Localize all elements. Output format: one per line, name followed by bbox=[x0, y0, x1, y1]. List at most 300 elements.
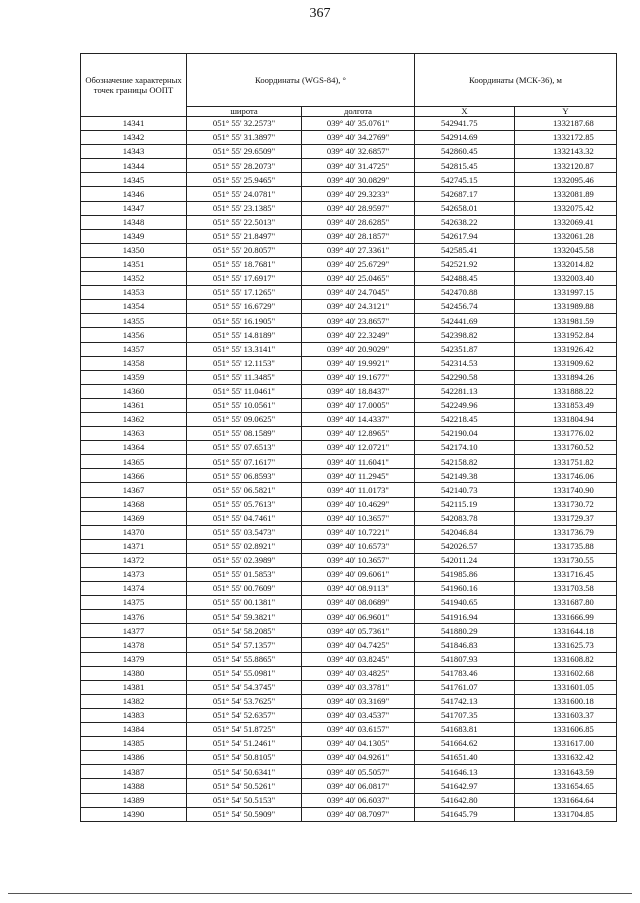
x-cell: 541783.46 bbox=[415, 666, 515, 680]
y-cell: 1332081.89 bbox=[515, 187, 617, 201]
point-id-cell: 14376 bbox=[81, 610, 187, 624]
latitude-cell: 051° 55' 22.5013" bbox=[187, 215, 302, 229]
latitude-cell: 051° 54' 57.1357" bbox=[187, 638, 302, 652]
page-number: 367 bbox=[309, 6, 331, 21]
table-row bbox=[81, 483, 617, 497]
table-row bbox=[81, 708, 617, 722]
y-cell: 1332003.40 bbox=[515, 272, 617, 286]
latitude-cell: 051° 55' 07.6513" bbox=[187, 441, 302, 455]
latitude-cell: 051° 55' 17.1265" bbox=[187, 286, 302, 300]
x-cell: 541916.94 bbox=[415, 610, 515, 624]
latitude-cell: 051° 55' 11.3485" bbox=[187, 370, 302, 384]
y-cell: 1331760.52 bbox=[515, 441, 617, 455]
y-cell: 1331730.72 bbox=[515, 497, 617, 511]
latitude-cell: 051° 55' 18.7681" bbox=[187, 257, 302, 271]
point-id-cell: 14377 bbox=[81, 624, 187, 638]
x-cell: 541664.62 bbox=[415, 737, 515, 751]
longitude-cell: 039° 40' 25.6729" bbox=[302, 257, 415, 271]
latitude-cell: 051° 54' 55.8865" bbox=[187, 652, 302, 666]
latitude-cell: 051° 54' 51.8725" bbox=[187, 723, 302, 737]
x-cell: 542115.19 bbox=[415, 497, 515, 511]
table-row bbox=[81, 441, 617, 455]
x-cell: 542281.13 bbox=[415, 384, 515, 398]
point-id-cell: 14358 bbox=[81, 356, 187, 370]
x-cell: 542026.57 bbox=[415, 539, 515, 553]
x-cell: 541651.40 bbox=[415, 751, 515, 765]
point-id-cell: 14365 bbox=[81, 455, 187, 469]
longitude-cell: 039° 40' 08.0689" bbox=[302, 596, 415, 610]
x-cell: 542158.82 bbox=[415, 455, 515, 469]
latitude-cell: 051° 54' 50.8105" bbox=[187, 751, 302, 765]
table-header-row bbox=[81, 54, 617, 107]
longitude-cell: 039° 40' 32.6857" bbox=[302, 145, 415, 159]
y-cell: 1331601.05 bbox=[515, 680, 617, 694]
latitude-cell: 051° 55' 24.0781" bbox=[187, 187, 302, 201]
point-id-cell: 14379 bbox=[81, 652, 187, 666]
x-cell: 541646.13 bbox=[415, 765, 515, 779]
longitude-cell: 039° 40' 08.9113" bbox=[302, 582, 415, 596]
longitude-cell: 039° 40' 29.3233" bbox=[302, 187, 415, 201]
latitude-cell: 051° 55' 09.0625" bbox=[187, 412, 302, 426]
latitude-cell: 051° 54' 50.5153" bbox=[187, 793, 302, 807]
x-cell: 541742.13 bbox=[415, 694, 515, 708]
latitude-cell: 051° 54' 54.3745" bbox=[187, 680, 302, 694]
table-row bbox=[81, 370, 617, 384]
table-row bbox=[81, 300, 617, 314]
y-cell: 1332075.42 bbox=[515, 201, 617, 215]
point-id-cell: 14348 bbox=[81, 215, 187, 229]
latitude-cell: 051° 55' 21.8497" bbox=[187, 229, 302, 243]
y-cell: 1331664.64 bbox=[515, 793, 617, 807]
longitude-cell: 039° 40' 10.6573" bbox=[302, 539, 415, 553]
longitude-cell: 039° 40' 28.1857" bbox=[302, 229, 415, 243]
point-id-cell: 14378 bbox=[81, 638, 187, 652]
table-row bbox=[81, 356, 617, 370]
y-cell: 1331608.82 bbox=[515, 652, 617, 666]
longitude-cell: 039° 40' 28.6285" bbox=[302, 215, 415, 229]
longitude-cell: 039° 40' 10.3657" bbox=[302, 553, 415, 567]
point-id-cell: 14353 bbox=[81, 286, 187, 300]
longitude-cell: 039° 40' 06.0817" bbox=[302, 779, 415, 793]
table-row bbox=[81, 568, 617, 582]
table-row bbox=[81, 455, 617, 469]
point-id-cell: 14361 bbox=[81, 398, 187, 412]
y-cell: 1332061.28 bbox=[515, 229, 617, 243]
point-id-cell: 14372 bbox=[81, 553, 187, 567]
x-cell: 541846.83 bbox=[415, 638, 515, 652]
table-row bbox=[81, 779, 617, 793]
y-cell: 1331888.22 bbox=[515, 384, 617, 398]
x-cell: 542046.84 bbox=[415, 525, 515, 539]
y-cell: 1332095.46 bbox=[515, 173, 617, 187]
longitude-cell: 039° 40' 25.0465" bbox=[302, 272, 415, 286]
y-cell: 1331894.26 bbox=[515, 370, 617, 384]
point-id-cell: 14360 bbox=[81, 384, 187, 398]
table-row bbox=[81, 131, 617, 145]
y-cell: 1331600.18 bbox=[515, 694, 617, 708]
x-cell: 541683.81 bbox=[415, 723, 515, 737]
latitude-cell: 051° 55' 20.8057" bbox=[187, 243, 302, 257]
latitude-cell: 051° 55' 16.1905" bbox=[187, 314, 302, 328]
point-id-cell: 14354 bbox=[81, 300, 187, 314]
point-id-cell: 14381 bbox=[81, 680, 187, 694]
table-row bbox=[81, 723, 617, 737]
latitude-cell: 051° 55' 25.9465" bbox=[187, 173, 302, 187]
x-cell: 542617.94 bbox=[415, 229, 515, 243]
point-id-cell: 14344 bbox=[81, 159, 187, 173]
longitude-cell: 039° 40' 24.7045" bbox=[302, 286, 415, 300]
table-row bbox=[81, 596, 617, 610]
point-id-cell: 14352 bbox=[81, 272, 187, 286]
x-cell: 541707.35 bbox=[415, 708, 515, 722]
point-id-cell: 14343 bbox=[81, 145, 187, 159]
table-row bbox=[81, 582, 617, 596]
latitude-cell: 051° 55' 29.6509" bbox=[187, 145, 302, 159]
point-id-cell: 14380 bbox=[81, 666, 187, 680]
latitude-cell: 051° 55' 28.2073" bbox=[187, 159, 302, 173]
table-row bbox=[81, 117, 617, 131]
latitude-cell: 051° 55' 07.1617" bbox=[187, 455, 302, 469]
header-latitude: широта bbox=[187, 107, 302, 117]
latitude-cell: 051° 55' 11.0461" bbox=[187, 384, 302, 398]
point-id-cell: 14356 bbox=[81, 328, 187, 342]
point-id-cell: 14364 bbox=[81, 441, 187, 455]
longitude-cell: 039° 40' 10.7221" bbox=[302, 525, 415, 539]
y-cell: 1331729.37 bbox=[515, 511, 617, 525]
y-cell: 1331632.42 bbox=[515, 751, 617, 765]
header-longitude: долгота bbox=[302, 107, 415, 117]
x-cell: 542914.69 bbox=[415, 131, 515, 145]
table-row bbox=[81, 201, 617, 215]
point-id-cell: 14359 bbox=[81, 370, 187, 384]
x-cell: 542687.17 bbox=[415, 187, 515, 201]
longitude-cell: 039° 40' 19.9921" bbox=[302, 356, 415, 370]
y-cell: 1332172.85 bbox=[515, 131, 617, 145]
longitude-cell: 039° 40' 10.3657" bbox=[302, 511, 415, 525]
y-cell: 1331687.80 bbox=[515, 596, 617, 610]
point-id-cell: 14362 bbox=[81, 412, 187, 426]
point-id-cell: 14366 bbox=[81, 469, 187, 483]
table-row bbox=[81, 553, 617, 567]
longitude-cell: 039° 40' 03.3169" bbox=[302, 694, 415, 708]
x-cell: 541642.80 bbox=[415, 793, 515, 807]
y-cell: 1331703.58 bbox=[515, 582, 617, 596]
longitude-cell: 039° 40' 14.4337" bbox=[302, 412, 415, 426]
longitude-cell: 039° 40' 06.6037" bbox=[302, 793, 415, 807]
x-cell: 542083.78 bbox=[415, 511, 515, 525]
longitude-cell: 039° 40' 11.6041" bbox=[302, 455, 415, 469]
x-cell: 542218.45 bbox=[415, 412, 515, 426]
x-cell: 542190.04 bbox=[415, 427, 515, 441]
latitude-cell: 051° 55' 00.7609" bbox=[187, 582, 302, 596]
longitude-cell: 039° 40' 28.9597" bbox=[302, 201, 415, 215]
longitude-cell: 039° 40' 30.0829" bbox=[302, 173, 415, 187]
x-cell: 542941.75 bbox=[415, 117, 515, 131]
latitude-cell: 051° 55' 06.5821" bbox=[187, 483, 302, 497]
x-cell: 542745.15 bbox=[415, 173, 515, 187]
longitude-cell: 039° 40' 04.9261" bbox=[302, 751, 415, 765]
y-cell: 1331909.62 bbox=[515, 356, 617, 370]
table-row bbox=[81, 497, 617, 511]
point-id-cell: 14341 bbox=[81, 117, 187, 131]
table-body bbox=[81, 117, 617, 822]
point-id-cell: 14370 bbox=[81, 525, 187, 539]
longitude-cell: 039° 40' 17.0005" bbox=[302, 398, 415, 412]
x-cell: 542290.58 bbox=[415, 370, 515, 384]
y-cell: 1331735.88 bbox=[515, 539, 617, 553]
y-cell: 1332069.41 bbox=[515, 215, 617, 229]
table-row bbox=[81, 751, 617, 765]
point-id-cell: 14355 bbox=[81, 314, 187, 328]
x-cell: 542351.87 bbox=[415, 342, 515, 356]
footer-divider bbox=[8, 893, 632, 894]
table-row bbox=[81, 342, 617, 356]
table-row bbox=[81, 215, 617, 229]
latitude-cell: 051° 54' 50.5909" bbox=[187, 807, 302, 821]
y-cell: 1332120.87 bbox=[515, 159, 617, 173]
x-cell: 542149.38 bbox=[415, 469, 515, 483]
latitude-cell: 051° 55' 02.8921" bbox=[187, 539, 302, 553]
y-cell: 1331751.82 bbox=[515, 455, 617, 469]
y-cell: 1331746.06 bbox=[515, 469, 617, 483]
point-id-cell: 14342 bbox=[81, 131, 187, 145]
longitude-cell: 039° 40' 23.8657" bbox=[302, 314, 415, 328]
latitude-cell: 051° 54' 59.3821" bbox=[187, 610, 302, 624]
y-cell: 1331704.85 bbox=[515, 807, 617, 821]
x-cell: 541807.93 bbox=[415, 652, 515, 666]
table-row bbox=[81, 257, 617, 271]
point-id-cell: 14351 bbox=[81, 257, 187, 271]
table-row bbox=[81, 187, 617, 201]
table-row bbox=[81, 765, 617, 779]
x-cell: 541940.65 bbox=[415, 596, 515, 610]
table-row bbox=[81, 328, 617, 342]
table-row bbox=[81, 412, 617, 426]
table-row bbox=[81, 624, 617, 638]
longitude-cell: 039° 40' 24.3121" bbox=[302, 300, 415, 314]
longitude-cell: 039° 40' 03.3781" bbox=[302, 680, 415, 694]
latitude-cell: 051° 55' 03.5473" bbox=[187, 525, 302, 539]
table-row bbox=[81, 173, 617, 187]
header-wgs84: Координаты (WGS-84), ° bbox=[187, 54, 415, 107]
latitude-cell: 051° 54' 50.5261" bbox=[187, 779, 302, 793]
table-row bbox=[81, 398, 617, 412]
table-row bbox=[81, 145, 617, 159]
longitude-cell: 039° 40' 04.7425" bbox=[302, 638, 415, 652]
y-cell: 1331740.90 bbox=[515, 483, 617, 497]
y-cell: 1331853.49 bbox=[515, 398, 617, 412]
x-cell: 542658.01 bbox=[415, 201, 515, 215]
longitude-cell: 039° 40' 05.5057" bbox=[302, 765, 415, 779]
table-row bbox=[81, 314, 617, 328]
latitude-cell: 051° 55' 02.3989" bbox=[187, 553, 302, 567]
point-id-cell: 14382 bbox=[81, 694, 187, 708]
latitude-cell: 051° 55' 32.2573" bbox=[187, 117, 302, 131]
longitude-cell: 039° 40' 09.6061" bbox=[302, 568, 415, 582]
point-id-cell: 14349 bbox=[81, 229, 187, 243]
y-cell: 1331730.55 bbox=[515, 553, 617, 567]
point-id-cell: 14369 bbox=[81, 511, 187, 525]
x-cell: 542521.92 bbox=[415, 257, 515, 271]
x-cell: 542398.82 bbox=[415, 328, 515, 342]
latitude-cell: 051° 55' 06.8593" bbox=[187, 469, 302, 483]
point-id-cell: 14350 bbox=[81, 243, 187, 257]
longitude-cell: 039° 40' 03.4537" bbox=[302, 708, 415, 722]
y-cell: 1332045.58 bbox=[515, 243, 617, 257]
longitude-cell: 039° 40' 06.9601" bbox=[302, 610, 415, 624]
point-id-cell: 14384 bbox=[81, 723, 187, 737]
y-cell: 1331654.65 bbox=[515, 779, 617, 793]
x-cell: 542314.53 bbox=[415, 356, 515, 370]
x-cell: 541642.97 bbox=[415, 779, 515, 793]
x-cell: 542140.73 bbox=[415, 483, 515, 497]
longitude-cell: 039° 40' 31.4725" bbox=[302, 159, 415, 173]
latitude-cell: 051° 54' 50.6341" bbox=[187, 765, 302, 779]
longitude-cell: 039° 40' 03.4825" bbox=[302, 666, 415, 680]
latitude-cell: 051° 54' 53.7625" bbox=[187, 694, 302, 708]
y-cell: 1331644.18 bbox=[515, 624, 617, 638]
y-cell: 1331643.59 bbox=[515, 765, 617, 779]
header-point-designation: Обозначение характерных точек границы ООПТ bbox=[81, 54, 187, 117]
longitude-cell: 039° 40' 03.6157" bbox=[302, 723, 415, 737]
latitude-cell: 051° 55' 17.6917" bbox=[187, 272, 302, 286]
y-cell: 1331617.00 bbox=[515, 737, 617, 751]
y-cell: 1331602.68 bbox=[515, 666, 617, 680]
longitude-cell: 039° 40' 03.8245" bbox=[302, 652, 415, 666]
y-cell: 1331606.85 bbox=[515, 723, 617, 737]
point-id-cell: 14386 bbox=[81, 751, 187, 765]
point-id-cell: 14389 bbox=[81, 793, 187, 807]
point-id-cell: 14368 bbox=[81, 497, 187, 511]
x-cell: 542815.45 bbox=[415, 159, 515, 173]
table-row bbox=[81, 680, 617, 694]
x-cell: 542488.45 bbox=[415, 272, 515, 286]
x-cell: 541880.29 bbox=[415, 624, 515, 638]
point-id-cell: 14371 bbox=[81, 539, 187, 553]
point-id-cell: 14387 bbox=[81, 765, 187, 779]
longitude-cell: 039° 40' 12.0721" bbox=[302, 441, 415, 455]
y-cell: 1331666.99 bbox=[515, 610, 617, 624]
latitude-cell: 051° 55' 31.3897" bbox=[187, 131, 302, 145]
table-row bbox=[81, 272, 617, 286]
point-id-cell: 14363 bbox=[81, 427, 187, 441]
table-row bbox=[81, 737, 617, 751]
point-id-cell: 14383 bbox=[81, 708, 187, 722]
longitude-cell: 039° 40' 12.8965" bbox=[302, 427, 415, 441]
point-id-cell: 14390 bbox=[81, 807, 187, 821]
latitude-cell: 051° 54' 58.2085" bbox=[187, 624, 302, 638]
x-cell: 541960.16 bbox=[415, 582, 515, 596]
longitude-cell: 039° 40' 27.3361" bbox=[302, 243, 415, 257]
longitude-cell: 039° 40' 22.3249" bbox=[302, 328, 415, 342]
table-row bbox=[81, 666, 617, 680]
point-id-cell: 14375 bbox=[81, 596, 187, 610]
table-row bbox=[81, 469, 617, 483]
longitude-cell: 039° 40' 20.9029" bbox=[302, 342, 415, 356]
y-cell: 1331776.02 bbox=[515, 427, 617, 441]
point-id-cell: 14345 bbox=[81, 173, 187, 187]
latitude-cell: 051° 55' 13.3141" bbox=[187, 342, 302, 356]
table-row bbox=[81, 286, 617, 300]
x-cell: 542011.24 bbox=[415, 553, 515, 567]
latitude-cell: 051° 55' 08.1589" bbox=[187, 427, 302, 441]
y-cell: 1331989.88 bbox=[515, 300, 617, 314]
longitude-cell: 039° 40' 34.2769" bbox=[302, 131, 415, 145]
x-cell: 541985.86 bbox=[415, 568, 515, 582]
longitude-cell: 039° 40' 10.4629" bbox=[302, 497, 415, 511]
longitude-cell: 039° 40' 19.1677" bbox=[302, 370, 415, 384]
table-row bbox=[81, 807, 617, 821]
point-id-cell: 14347 bbox=[81, 201, 187, 215]
y-cell: 1331804.94 bbox=[515, 412, 617, 426]
header-x: X bbox=[415, 107, 515, 117]
latitude-cell: 051° 54' 52.6357" bbox=[187, 708, 302, 722]
table-row bbox=[81, 638, 617, 652]
x-cell: 542860.45 bbox=[415, 145, 515, 159]
latitude-cell: 051° 55' 16.6729" bbox=[187, 300, 302, 314]
table-row bbox=[81, 793, 617, 807]
y-cell: 1331981.59 bbox=[515, 314, 617, 328]
latitude-cell: 051° 54' 51.2461" bbox=[187, 737, 302, 751]
point-id-cell: 14357 bbox=[81, 342, 187, 356]
longitude-cell: 039° 40' 05.7361" bbox=[302, 624, 415, 638]
table-row bbox=[81, 610, 617, 624]
latitude-cell: 051° 54' 55.0981" bbox=[187, 666, 302, 680]
table-row bbox=[81, 525, 617, 539]
longitude-cell: 039° 40' 08.7097" bbox=[302, 807, 415, 821]
x-cell: 542249.96 bbox=[415, 398, 515, 412]
point-id-cell: 14373 bbox=[81, 568, 187, 582]
point-id-cell: 14374 bbox=[81, 582, 187, 596]
y-cell: 1332143.32 bbox=[515, 145, 617, 159]
latitude-cell: 051° 55' 23.1385" bbox=[187, 201, 302, 215]
table-row bbox=[81, 384, 617, 398]
table-row bbox=[81, 511, 617, 525]
coordinates-table bbox=[80, 53, 617, 822]
longitude-cell: 039° 40' 04.1305" bbox=[302, 737, 415, 751]
table-row bbox=[81, 427, 617, 441]
x-cell: 542638.22 bbox=[415, 215, 515, 229]
header-msk36: Координаты (МСК-36), м bbox=[415, 54, 617, 107]
y-cell: 1331997.15 bbox=[515, 286, 617, 300]
longitude-cell: 039° 40' 18.8437" bbox=[302, 384, 415, 398]
point-id-cell: 14385 bbox=[81, 737, 187, 751]
y-cell: 1331736.79 bbox=[515, 525, 617, 539]
table-row bbox=[81, 652, 617, 666]
longitude-cell: 039° 40' 11.0173" bbox=[302, 483, 415, 497]
table-row bbox=[81, 159, 617, 173]
table-row bbox=[81, 539, 617, 553]
y-cell: 1332014.82 bbox=[515, 257, 617, 271]
y-cell: 1332187.68 bbox=[515, 117, 617, 131]
point-id-cell: 14388 bbox=[81, 779, 187, 793]
latitude-cell: 051° 55' 01.5853" bbox=[187, 568, 302, 582]
y-cell: 1331926.42 bbox=[515, 342, 617, 356]
point-id-cell: 14346 bbox=[81, 187, 187, 201]
x-cell: 542585.41 bbox=[415, 243, 515, 257]
longitude-cell: 039° 40' 11.2945" bbox=[302, 469, 415, 483]
x-cell: 541761.07 bbox=[415, 680, 515, 694]
longitude-cell: 039° 40' 35.0761" bbox=[302, 117, 415, 131]
latitude-cell: 051° 55' 10.0561" bbox=[187, 398, 302, 412]
table-row bbox=[81, 694, 617, 708]
point-id-cell: 14367 bbox=[81, 483, 187, 497]
latitude-cell: 051° 55' 04.7461" bbox=[187, 511, 302, 525]
table-row bbox=[81, 229, 617, 243]
x-cell: 541645.79 bbox=[415, 807, 515, 821]
header-y: Y bbox=[515, 107, 617, 117]
y-cell: 1331625.73 bbox=[515, 638, 617, 652]
